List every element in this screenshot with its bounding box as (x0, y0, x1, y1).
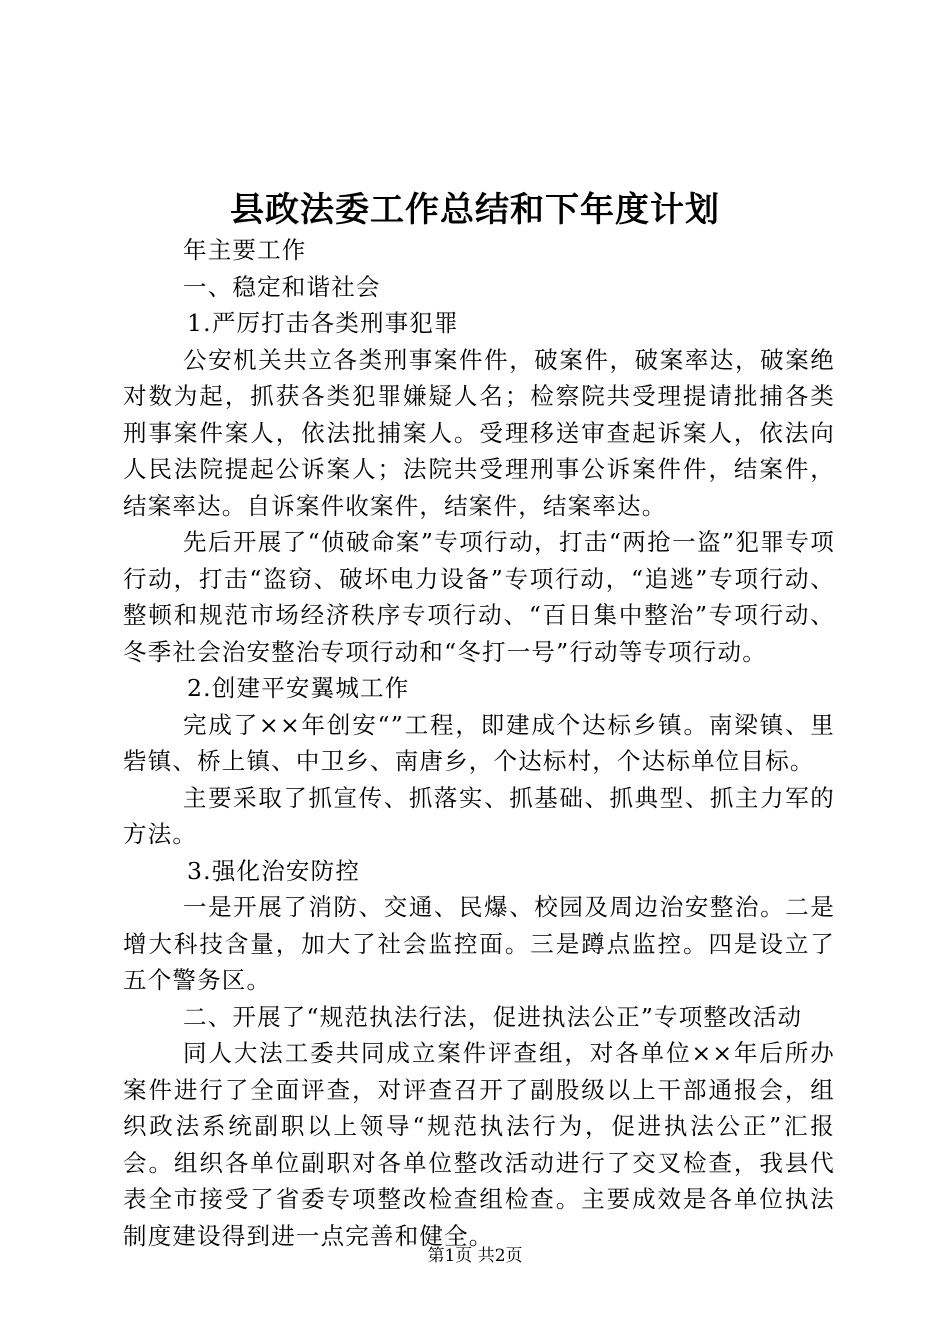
page-footer: 第1页 共2页 (427, 1246, 523, 1266)
paragraph-methods: 主要采取了抓宣传、抓落实、抓基础、抓典型、抓主力军的方法。 (123, 783, 835, 848)
paragraph-security-control: 一是开展了消防、交通、民爆、校园及周边治安整治。二是增大科技含量，加大了社会监控面。三是蹲点监控。四是设立了五个警务区。 (123, 893, 835, 994)
paragraph-safe-town: 完成了××年创安“”工程，即建成个达标乡镇。南梁镇、里砦镇、桥上镇、中卫乡、南唐乡，个达标村，个达标单位目标。 (123, 710, 835, 775)
document-body (123, 232, 835, 1254)
document-title: 县政法委工作总结和下年度计划 (230, 190, 720, 230)
paragraph-special-actions: 先后开展了“侦破命案”专项行动，打击“两抢一盗”犯罪专项行动，打击“盗窃、破坏电力设备”专项行动，“追逃”专项行动、整顿和规范市场经济秩序专项行动、“百日集中整治”专项行动、冬季社会治安整治专项行动和“冬打一号”行动等专项行动。 (123, 528, 835, 666)
paragraph-main-work: 年主要工作 (183, 236, 307, 264)
heading-subsection-1: 1.严厉打击各类刑事犯罪 (187, 309, 459, 337)
paragraph-case-statistics: 公安机关共立各类刑事案件件，破案件，破案率达，破案绝对数为起，抓获各类犯罪嫌疑人名；检察院共受理提请批捕各类刑事案件案人，依法批捕案人。受理移送审查起诉案人，依法向人民法院提起公诉案人；法院共受理刑事公诉案件件，结案件，结案率达。自诉案件收案件，结案件，结案率达。 (123, 345, 835, 520)
heading-subsection-3: 3.强化治安防控 (187, 856, 361, 885)
heading-section-1: 一、稳定和谐社会 (183, 272, 381, 301)
paragraph-case-review: 同人大法工委共同成立案件评查组，对各单位××年后所办案件进行了全面评查，对评查召开了副股级以上干部通报会，组织政法系统副职以上领导“规范执法行为，促进执法公正”汇报会。组织各单位副职对各单位整改活动进行了交叉检查，我县代表全市接受了省委专项整改检查组检查。主要成效是各单位执法制度建设得到进一点完善和健全。 (123, 1039, 835, 1250)
heading-subsection-2: 2.创建平安翼城工作 (187, 674, 410, 702)
heading-section-2: 二、开展了“规范执法行法，促进执法公正”专项整改活动 (183, 1002, 803, 1031)
